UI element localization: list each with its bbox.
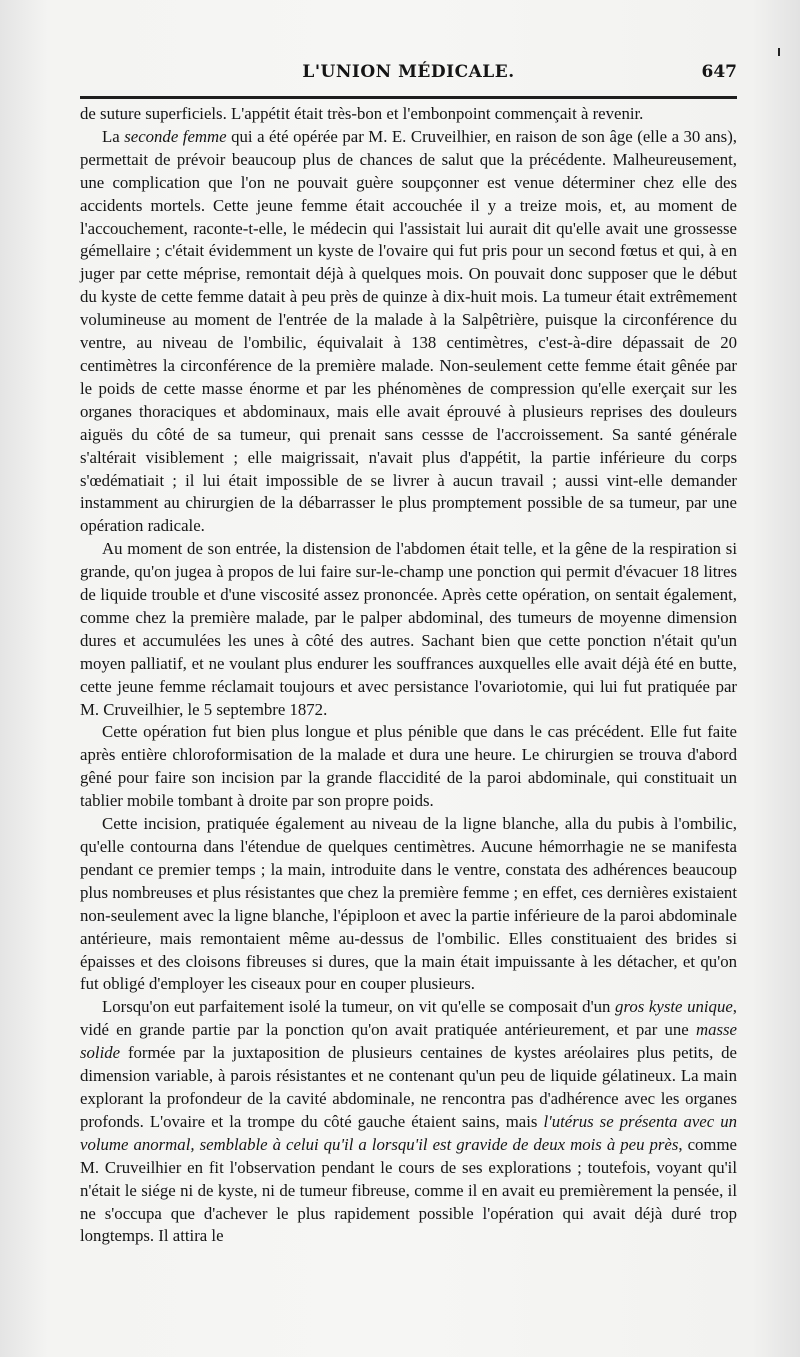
italic-run: masse solide bbox=[80, 1020, 737, 1063]
text-run: La bbox=[102, 126, 125, 146]
text-run: , vidé en grande partie par la ponction qu'on avait pratiquée antérieurement, et par une bbox=[80, 997, 737, 1040]
paragraph bbox=[80, 721, 737, 813]
page-header bbox=[80, 62, 737, 88]
paragraph bbox=[80, 996, 737, 1248]
italic-run: gros kyste unique bbox=[615, 997, 733, 1017]
header-rule bbox=[80, 96, 737, 99]
text-run: formée par la juxtaposition de plusieurs centaines de kystes aréolaires plus petits, de dimension variable, à parois résistantes et ne contenant qu'un peu de liquide gélatineux. La main explorant la profondeur de la cavité abdominale, ne rencontra pas d'adhérence avec les organes profonds. L'ovaire et la trompe du côté gauche étaient sains, mais bbox=[80, 1043, 737, 1131]
scan-edge-mark bbox=[778, 48, 780, 56]
paragraph bbox=[80, 538, 737, 721]
page-number: 647 bbox=[701, 62, 737, 82]
italic-run: l'utérus se présenta avec un volume anormal, semblable à celui qu'il a lorsqu'il est gravide de deux mois à peu près bbox=[80, 1111, 737, 1154]
text-run: Cette opération fut bien plus longue et plus pénible que dans le cas précédent. Elle fut faite après entière chloroformisation de la malade et dura une heure. Le chirurgien se trouva d'abord gêné pour faire son incision par la grande flaccidité de la paroi abdominale, qui constituait un tablier mobile tombant à droite par son propre poids. bbox=[80, 722, 737, 811]
running-title: L'UNION MÉDICALE. bbox=[302, 62, 515, 82]
paragraph bbox=[80, 103, 737, 126]
paragraph bbox=[80, 813, 737, 996]
text-run: Cette incision, pratiquée également au niveau de la ligne blanche, alla du pubis à l'ombilic, qu'elle contourna dans l'étendue de quelques centimètres. Aucune hémorrhagie ne se manifesta pendant ce premier temps ; la main, introduite dans le ventre, constata des adhérences beaucoup plus nombreuses et plus résistantes que chez la première femme ; en effet, ces dernières existaient non-seulement avec la ligne blanche, l'épiploon et avec la partie inférieure de la paroi abdominale antérieure, mais remontaient même au-dessus de l'ombilic. Elles constituaient des brides si épaisses et des cloisons fibreuses si dures, que la main était impuissante à les détacher, et qu'on fut obligé d'employer les ciseaux pour en couper plusieurs. bbox=[80, 814, 737, 994]
article-body bbox=[80, 103, 737, 1248]
text-run: de suture superficiels. L'appétit était très-bon et l'embonpoint commençait à revenir. bbox=[80, 104, 644, 123]
text-run: , comme M. Cruveilhier en fit l'observation pendant le cours de ses explorations ; toutefois, voyant qu'il n'était le siége ni de kyste, ni de tumeur fibreuse, comme il en avait eu premièrement la pensée, il ne s'occupa que d'achever le plus rapidement possible l'opération qui avait déjà duré trop longtemps. Il attira le bbox=[80, 1134, 737, 1246]
text-run: qui a été opérée par M. E. Cruveilhier, en raison de son âge (elle a 30 ans), permettait de prévoir beaucoup plus de chances de salut que la précédente. Malheureusement, une complication que l'on ne pouvait guère soupçonner est venue déterminer chez elle des accidents mortels. Cette jeune femme était accouchée il y a treize mois, et, au moment de l'accouchement, raconte-t-elle, le médecin qui l'assistait lui aurait dit qu'elle avait une grossesse gémellaire ; c'était évidemment un kyste de l'ovaire qui fut pris pour un second fœtus et qui, à en juger par cette méprise, remontait déjà à quelques mois. On pouvait donc supposer que le début du kyste de cette femme datait à peu près de quinze à dix-huit mois. La tumeur était extrêmement volumineuse au moment de l'entrée de la malade à la Salpêtrière, puisque la circonférence du ventre, au niveau de l'ombilic, équivalait à 138 centimètres, c'est-à-dire dépassait de 20 centimètres la circonférence de la première malade. Non-seulement cette femme était gênée par le poids de cette masse énorme et par les phénomènes de compression qu'elle exerçait sur les organes thoraciques et abdominaux, mais elle avait éprouvé à plusieurs reprises des douleurs aiguës du côté de sa tumeur, qui prenait sans cessse de l'accroissement. Sa santé générale s'altérait visiblement ; elle maigrissait, n'avait plus d'appétit, la partie inférieure du corps s'œdématiait ; il lui était impossible de se livrer à aucun travail ; aussi vint-elle demander instamment au chirurgien de la débarrasser le plus promptement possible de sa tumeur, par une opération radicale. bbox=[80, 126, 737, 536]
text-run: Au moment de son entrée, la distension de l'abdomen était telle, et la gêne de la respiration si grande, qu'on jugea à propos de lui faire sur-le-champ une ponction qui permit d'évacuer 18 litres de liquide trouble et d'une viscosité assez prononcée. Après cette opération, on sentait également, comme chez la première malade, par le palper abdominal, des tumeurs de moyenne dimension dures et accumulées les unes à côté des autres. Sachant bien que cette ponction n'était qu'un moyen palliatif, et ne voulant plus endurer les souffrances auxquelles elle avait déjà été en butte, cette jeune femme réclamait toujours et avec persistance l'ovariotomie, qui lui fut pratiquée par M. Cruveilhier, le 5 septembre 1872. bbox=[80, 539, 737, 719]
italic-run: seconde femme bbox=[124, 126, 227, 146]
paragraph bbox=[80, 126, 737, 538]
text-run: Lorsqu'on eut parfaitement isolé la tumeur, on vit qu'elle se composait d'un bbox=[102, 997, 616, 1017]
